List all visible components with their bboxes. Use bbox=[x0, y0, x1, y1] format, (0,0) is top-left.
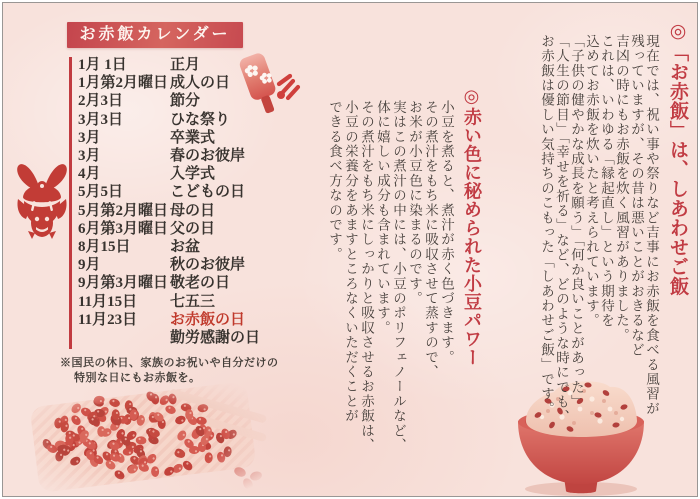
azuki-beans-photo bbox=[18, 380, 280, 498]
calendar-date: 6月第3月曜日 bbox=[78, 220, 169, 237]
calendar-date: 4月 bbox=[78, 166, 101, 183]
calendar-row bbox=[78, 74, 298, 92]
vertical-text-column: 「人生の節目」「幸せを祈る」など、どのような時にでも、 bbox=[554, 34, 569, 425]
calendar-event: お盆 bbox=[170, 239, 201, 256]
calendar-row bbox=[78, 293, 298, 311]
calendar-date: 11月15日 bbox=[78, 293, 138, 310]
calendar-date: 3月 bbox=[78, 148, 101, 165]
calendar-date: 1月 1日 bbox=[78, 57, 127, 73]
calendar-left-rule bbox=[69, 57, 72, 349]
calendar-event: 節分 bbox=[170, 93, 201, 110]
calendar-date: 9月 bbox=[78, 257, 101, 274]
calendar-row bbox=[78, 165, 298, 183]
calendar-date: 5月5日 bbox=[78, 184, 124, 201]
calendar-date: 9月第3月曜日 bbox=[78, 275, 169, 292]
footnote-line-1: ※国民の休日、家族のお祝いや自分だけの bbox=[60, 357, 279, 369]
calendar-row bbox=[78, 220, 298, 238]
calendar-date: 3月3日 bbox=[78, 111, 124, 128]
calendar-row bbox=[78, 238, 298, 256]
calendar-event: ひな祭り bbox=[170, 111, 231, 128]
calendar-row bbox=[78, 111, 298, 129]
calendar-event: 成人の日 bbox=[170, 75, 231, 92]
vertical-text-column: お赤飯は優しい気持ちのこもった「しあわせご飯」です。 bbox=[539, 34, 554, 417]
calendar-row bbox=[78, 183, 298, 201]
calendar-event: こどもの日 bbox=[170, 184, 246, 201]
calendar-event: 入学式 bbox=[170, 166, 216, 183]
vertical-text-column: その煮汁をもち米に吸収させて蒸すので、 bbox=[423, 100, 438, 380]
vertical-text-column: できる食べ方なのです。 bbox=[327, 100, 342, 262]
vertical-text-column: 「子供の健やかな成長を願う」「何か良いことがあった」 bbox=[569, 34, 584, 410]
calendar-event: 正月 bbox=[170, 57, 201, 73]
vertical-text-column: 込めてお赤飯を炊いたと考えられています。 bbox=[584, 34, 599, 328]
calendar-row-sekihan-day bbox=[78, 311, 298, 347]
vertical-text-column: 体に嬉しい成分も含まれています。 bbox=[375, 100, 390, 336]
calendar-row bbox=[78, 92, 298, 110]
calendar-row bbox=[78, 147, 298, 165]
vertical-text-column: 残っていますが、その昔は悪いことがおきるなど bbox=[629, 34, 644, 358]
section-azuki-power bbox=[325, 86, 485, 492]
calendar-event: 七五三 bbox=[170, 293, 216, 310]
calendar-date: 8月15日 bbox=[78, 239, 131, 256]
calendar-date: 5月第2月曜日 bbox=[78, 202, 169, 219]
calendar-row bbox=[78, 274, 298, 292]
vertical-text-column: お米が小豆色に染まるのです。 bbox=[407, 100, 422, 306]
kabuto-helmet-icon bbox=[14, 157, 70, 243]
calendar-title-banner: お赤飯カレンダー bbox=[67, 22, 243, 48]
section-happy-rice bbox=[538, 20, 691, 454]
calendar-date: 2月3日 bbox=[78, 93, 124, 110]
vertical-text-column: 現在では、祝い事や祭りなど吉事にお赤飯を食べる風習が bbox=[644, 34, 659, 417]
calendar-row bbox=[78, 56, 298, 74]
calendar-list bbox=[78, 56, 298, 347]
vertical-text-column: 小豆を煮ると、煮汁が赤く色づきます。 bbox=[439, 100, 454, 365]
vertical-text-column: 吉凶の時にもお赤飯を炊く風習がありました。 bbox=[614, 34, 629, 343]
calendar-event: 敬老の日 bbox=[170, 275, 231, 292]
calendar-date: 11月23日 bbox=[78, 311, 138, 328]
calendar-row bbox=[78, 256, 298, 274]
calendar-event: 卒業式 bbox=[170, 129, 216, 146]
calendar-event: 母の日 bbox=[170, 202, 216, 219]
vertical-text-column: 小豆の栄養分をあますところなくいただくことが bbox=[343, 100, 358, 424]
calendar-date: 3月 bbox=[78, 129, 101, 146]
vertical-text-column: 実はこの煮汁の中には、小豆のポリフェノールなど、 bbox=[391, 100, 406, 453]
footnote-line-2: 特別な日にもお赤飯を。 bbox=[74, 372, 201, 384]
calendar-event: 勤労感謝の日 bbox=[170, 330, 261, 347]
section-azuki-power-title: ◎赤い色に秘められた小豆パワー bbox=[462, 86, 482, 367]
calendar-event: 春のお彼岸 bbox=[170, 148, 246, 165]
calendar-event: 父の日 bbox=[170, 220, 216, 237]
vertical-text-column: その煮汁をもち米にしっかりと吸収させるお赤飯は、 bbox=[359, 100, 374, 453]
calendar-event-stack bbox=[170, 311, 260, 347]
calendar-event: 秋のお彼岸 bbox=[170, 257, 246, 274]
calendar-date: 1月第2月曜日 bbox=[78, 75, 169, 92]
calendar-row bbox=[78, 202, 298, 220]
calendar-row bbox=[78, 129, 298, 147]
calendar-footnote bbox=[60, 356, 279, 386]
vertical-text-column: これは、いわゆる「縁起直し」という期待を bbox=[599, 34, 614, 328]
calendar-event-sekihan-day: お赤飯の日 bbox=[170, 311, 246, 328]
section-happy-rice-title: ◎「お赤飯」は、しあわせご飯 bbox=[667, 20, 688, 296]
